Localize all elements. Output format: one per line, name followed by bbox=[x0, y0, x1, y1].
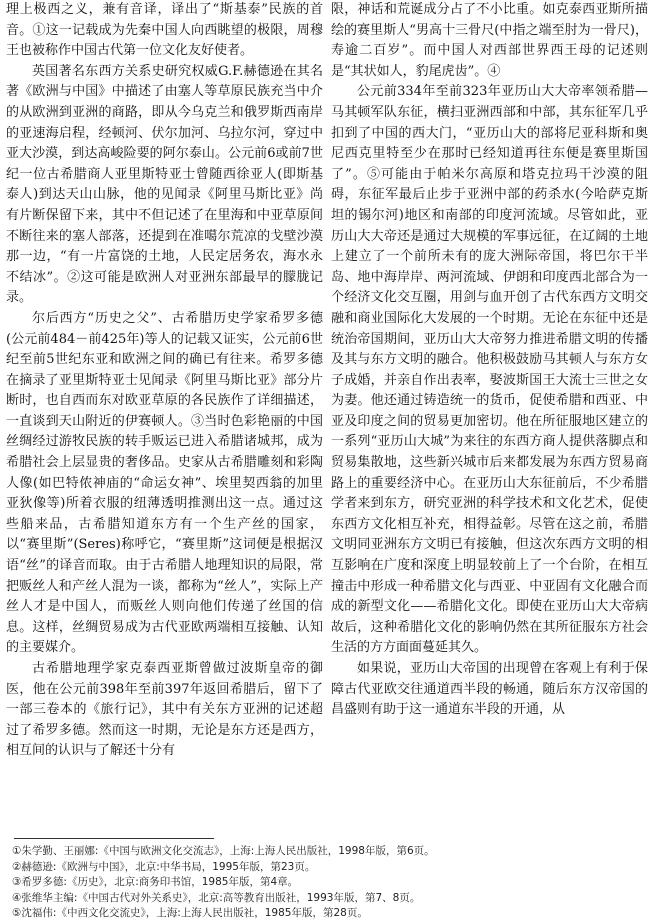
paragraph-ctesias: 古希腊地理学家克泰西亚斯曾做过波斯皇帝的御医，他在公元前398年至前397年返回希腊后，留下了一部三卷本的《旅行记》，其中有关东方亚洲的记述超过了希罗多德。然而这一时期，无论是东方还是西方，相互间的认识与了解还十分有 bbox=[6, 661, 323, 759]
body-text bbox=[6, 0, 648, 826]
paragraph-continuation: 理上极西之义，兼有音译，译出了“斯基泰”民族的首音。①这一记载成为先秦中国人向西眺望的极限，周穆王也被称作中国古代第一位文化友好使者。 bbox=[6, 2, 323, 59]
paragraph-continuation-right: 限，神话和荒诞成分占了不小比重。如克泰西亚斯所描绘的赛里斯人“男高十三骨尺(中指之端至肘为一骨尺)，寿逾二百岁”。而中国人对西部世界西王母的记述则是“其状如人，豹尾虎齿”。④ bbox=[331, 2, 648, 79]
footnote-5: ⑤沈福伟:《中西文化交流史》，上海:上海人民出版社，1985年版，第28页。 bbox=[12, 907, 368, 920]
paragraph-herodotus: 尔后西方“历史之父”、古希腊历史学家希罗多德(公元前484－前425年)等人的记载又证实，公元前6世纪至前5世纪东亚和欧洲之间的确已有往来。希罗多德在摘录了亚里斯特亚士见闻录《阿里马斯比亚》部分片断时，也自西而东对欧亚草原的各民族作了详细描述，一直谈到天山附近的伊赛顿人。③当时色彩艳丽的中国丝绸经过游牧民族的转手贩运已进入希腊诸城邦，成为希腊社会上层显贵的奢侈品。史家从古希腊雕刻和彩陶人像(如巴特侬神庙的“命运女神”、埃里契西翁的加里亚狄像等)所着衣服的纽薄透明推测出这一点。通过这些船来品，古希腊知道东方有一个生产丝的国家，以“赛里斯”(Seres)称呼它，“赛里斯”这词便是根据汉语“丝”的译音而取。由于古希腊人地理知识的局限，常把贩丝人和产丝人混为一谈，都称为“丝人”，实际上产丝人才是中国人，而贩丝人则向他们传递了丝国的信息。这样，丝绸贸易成为古代亚欧两端相互接触、认知的主要媒介。 bbox=[6, 310, 323, 656]
paragraph-alexander: 公元前334年至前323年亚历山大大帝率领希腊—马其顿军队东征，横扫亚洲西部和中部，其东征军几乎扣到了中国的西大门，“亚历山大的部将尼亚科斯和奥尼西克里特至少在那时已经知道再往东便是赛里斯国了”。⑤可能由于帕米尔高原和塔克拉玛干沙漠的阻碍，东征军最后止步于亚洲中部的药杀水(今哈萨克斯坦的锡尔河)地区和南部的印度河流域。尽管如此，亚历山大大帝还是通过大规模的军事远征，在辽阔的土地上建立了一个前所未有的庞大洲际帝国，将巴尔干半岛、地中海岸岸、两河流域、伊朗和印度西北部合为一个经济文化交互圈，用剑与血开创了古代东西方文明交融和商业国际化大发展的一个时期。无论在东征中还是统治帝国期间，亚历山大大帝努力推进希腊文明的传播及其与东方文明的融合。他积极鼓励马其顿人与东方女子成婚，并亲自作出表率，娶波斯国王大流士三世之女为妻。他还通过铸造统一的货币，促使希腊和西亚、中亚及印度之间的贸易更加密切。他在所征服地区建立的一系列“亚历山大城”为来往的东西方商人提供落脚点和贸易集散地，这些新兴城市后来都发展为东西方贸易商路上的重要经济中心。在亚历山大东征前后，不少希腊学者来到东方，研究亚洲的科学技术和文化艺术，促使东西方文化相互补充，相得益彰。尽管在这之前，希腊文明同亚洲东方文明已有接触，但这次东西方文明的相互影响在广度和深度上明显较前上了一个台阶，在相互撞击中形成一种希腊文化与西亚、中亚固有文化融合而成的新型文化——希腊化文化。即使在亚历山大大帝病故后，这种希腊化文化的影响仍然在其所征服东方社会生活的方方面面蔓延其久。 bbox=[331, 84, 648, 656]
footnote-3: ③希罗多德:《历史》，北京:商务印书馆，1985年版，第4章。 bbox=[12, 876, 299, 889]
footnotes bbox=[12, 844, 642, 922]
footnote-1: ①朱学勤、王丽娜:《中国与欧洲文化交流志》，上海:上海人民出版社，1998年版，第6页。 bbox=[12, 845, 435, 857]
footnote-4: ④张维华主编:《中国古代对外关系史》，北京:高等教育出版社，1993年版，第7、8页。 bbox=[12, 891, 421, 904]
paragraph-han-empire: 如果说，亚历山大帝国的出现曾在客观上有利于保障古代亚欧交往通道西半段的畅通，随后东方汉帝国的昌盛则有助于这一通道东半段的开通，从 bbox=[331, 661, 648, 718]
paragraph-hudson: 英国著名东西方关系史研究权威G.F.赫德逊在其名著《欧洲与中国》中描述了由塞人等草原民族充当中介的从欧洲到亚洲的商路，即从今乌克兰和俄罗斯西南岸的亚速海启程，经顿河、伏尔加河、乌拉尔河，穿过中亚大沙漠，到达高峻险要的阿尔泰山。公元前6或前7世纪一位古希腊商人亚里斯特亚士曾随西徐亚人(即斯基泰人)到达天山山脉，他的见闻录《阿里马斯比亚》尚有片断保留下来，其中不但记述了在里海和中亚草原间不断往来的塞人部落，还提到在准噶尔荒凉的戈壁沙漠那一边，“有一片富饶的土地，人民定居务农，海水永不结冰”。②这可能是欧洲人对亚洲东部最早的朦胧记录。 bbox=[6, 63, 323, 306]
footnote-divider bbox=[14, 838, 214, 839]
right-column bbox=[331, 0, 648, 826]
left-column bbox=[6, 0, 323, 826]
footnote-2: ②赫德逊:《欧洲与中国》，北京:中华书局，1995年版，第23页。 bbox=[12, 860, 316, 873]
